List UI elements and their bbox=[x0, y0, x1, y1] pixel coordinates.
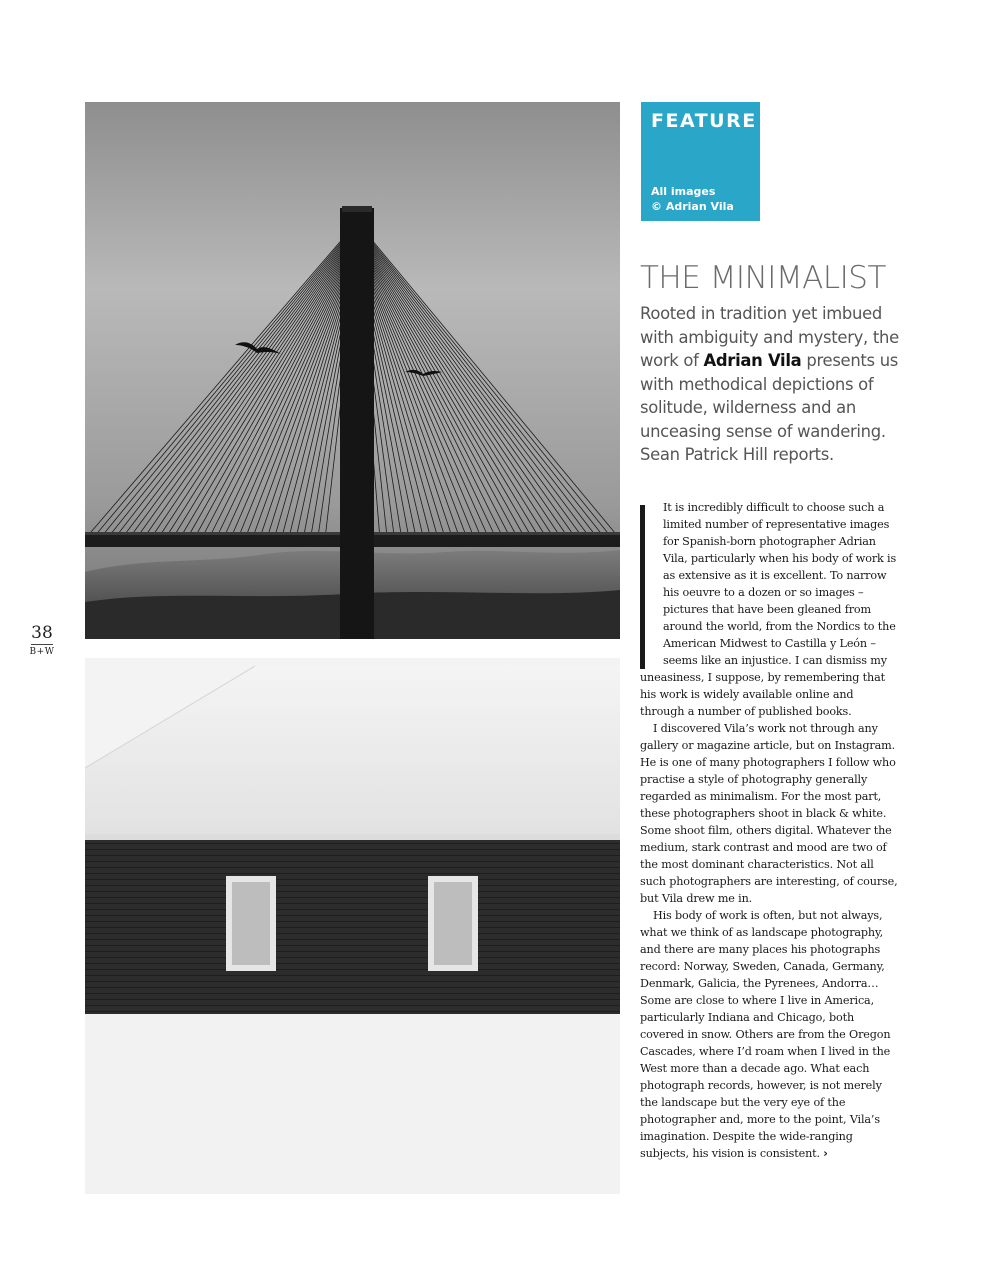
feature-badge bbox=[641, 102, 760, 221]
magazine-mark: B+W bbox=[29, 647, 55, 657]
folio-divider bbox=[31, 644, 53, 645]
drop-cap-bar bbox=[640, 505, 645, 669]
article-body bbox=[640, 499, 898, 1162]
credit-line-2: © Adrian Vila bbox=[651, 200, 734, 213]
credit-line-1: All images bbox=[651, 185, 716, 198]
standfirst bbox=[640, 302, 910, 467]
article-title: THE MINIMALIST bbox=[640, 260, 886, 296]
continue-arrow-icon: › bbox=[823, 1147, 828, 1160]
bridge-photo-graphic bbox=[85, 102, 620, 639]
page-number: 38 bbox=[31, 623, 53, 643]
paragraph-3-text: His body of work is often, but not always, what we think of as landscape photography, and there are many places his photographs record: Norway, Sweden, Canada, Germany, Denmark, Galicia, the Pyrenees, Andorra… Some are close to where I live in America, particularly Indiana and Chicago, both covered in snow. Others are from the Oregon Cascades, where I’d roam when I lived in the West more than a decade ago. What each photograph records, however, is not merely the landscape but the very eye of the photographer and, more to the point, Vila’s imagination. Despite the wide-ranging subjects, his vision is consistent. bbox=[640, 909, 891, 1160]
feature-label: FEATURE bbox=[651, 110, 757, 132]
bridge-photo bbox=[85, 102, 620, 639]
photographer-name: Adrian Vila bbox=[703, 351, 802, 370]
paragraph-3 bbox=[640, 907, 898, 1162]
paragraph-1: It is incredibly difficult to choose such a limited number of representative images for Spanish-born photographer Adrian Vila, particularly when his body of work is as extensive as it is excellent. To narrow his oeuvre to a dozen or so images – pictures that have been gleaned from around the world, from the Nordics to the American Midwest to Castilla y León – seems like an injustice. I can dismiss my uneasiness, I suppose, by remembering that his work is widely available online and through a number of published books. bbox=[640, 501, 897, 718]
standfirst-text-2: presents us with methodical depictions of solitude, wilderness and an unceasing sense of wandering. Sean Patrick Hill reports. bbox=[640, 351, 899, 464]
house-photo-graphic bbox=[85, 658, 620, 1194]
paragraph-2: I discovered Vila’s work not through any gallery or magazine article, but on Instagram. He is one of many photographers I follow who practise a style of photography generally regarded as minimalism. For the most part, these photographers shoot in black & white. Some shoot film, others digital. Whatever the medium, stark contrast and mood are two of the most dominant characteristics. Not all such photographers are interesting, of course, but Vila drew me in. bbox=[640, 722, 898, 905]
house-photo bbox=[85, 658, 620, 1194]
standfirst-text-1: Rooted in tradition yet imbued with ambiguity and mystery, the work of bbox=[640, 304, 899, 370]
image-credit bbox=[651, 184, 734, 214]
page-folio bbox=[28, 624, 56, 657]
